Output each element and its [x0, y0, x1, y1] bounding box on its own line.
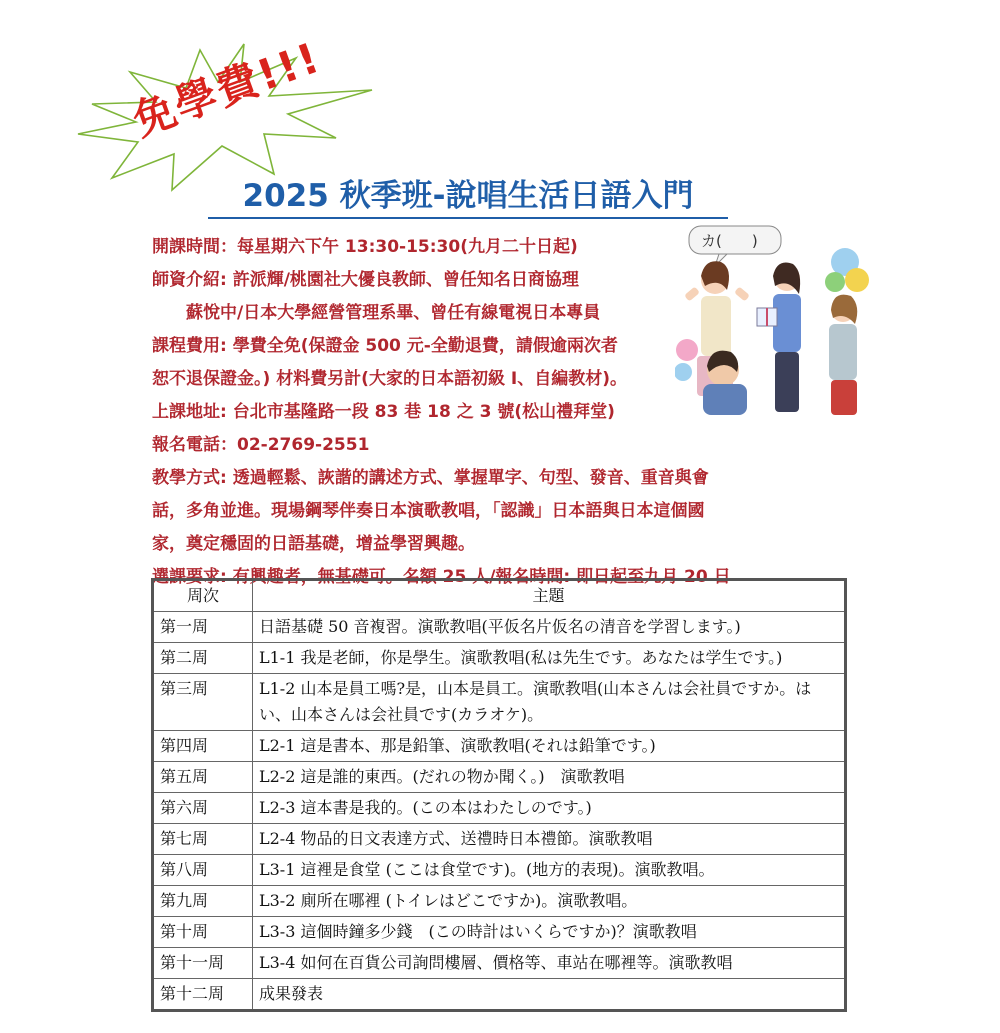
- header-topic: 主題: [253, 580, 846, 612]
- week-cell: 第八周: [153, 855, 253, 886]
- topic-cell: L2-2 這是誰的東西。(だれの物か聞く。) 演歌教唱: [253, 762, 846, 793]
- topic-cell: L3-1 這裡是食堂 (ここは食堂です)。(地方的表現)。演歌教唱。: [253, 855, 846, 886]
- week-cell: 第十二周: [153, 979, 253, 1011]
- header-week: 周次: [153, 580, 253, 612]
- week-cell: 第三周: [153, 674, 253, 731]
- page-title: 2025 秋季班-說唱生活日語入門: [208, 170, 728, 219]
- topic-cell: L1-2 山本是員工嗎?是，山本是員工。演歌教唱(山本さんは会社員ですか。はい、山本さんは会社員です(カラオケ)。: [253, 674, 846, 731]
- week-cell: 第十周: [153, 917, 253, 948]
- info-method: 教學方式: 透過輕鬆、詼諧的講述方式、掌握單字、句型、發音、重音與會: [152, 468, 709, 488]
- schedule-table: [151, 578, 847, 1012]
- table-row: [153, 612, 846, 643]
- table-row: [153, 948, 846, 979]
- info-requirements: 選課要求: 有興趣者，無基礎可。名額 25 人/報名時間: 即日起至九月 20 日: [152, 567, 731, 587]
- classroom-illustration: [675, 220, 870, 415]
- topic-cell: L2-3 這本書是我的。(この本はわたしのです。): [253, 793, 846, 824]
- info-teachers-cont: 蘇悅中/日本大學經營管理系畢、曾任有線電視日本專員: [152, 303, 601, 323]
- topic-cell: L3-2 廁所在哪裡 (トイレはどこですか)。演歌教唱。: [253, 886, 846, 917]
- week-cell: 第五周: [153, 762, 253, 793]
- people-illustration: [675, 220, 870, 415]
- week-cell: 第二周: [153, 643, 253, 674]
- info-method-cont: 話，多角並進。現場鋼琴伴奏日本演歌教唱，「認識」日本語與日本這個國: [152, 501, 705, 521]
- topic-cell: L2-4 物品的日文表達方式、送禮時日本禮節。演歌教唱: [253, 824, 846, 855]
- info-method-cont2: 家，奠定穩固的日語基礎，增益學習興趣。: [152, 534, 475, 554]
- week-cell: 第四周: [153, 731, 253, 762]
- table-row: [153, 674, 846, 731]
- table-row: [153, 762, 846, 793]
- topic-cell: L3-3 這個時鐘多少錢 (この時計はいくらですか)？演歌教唱: [253, 917, 846, 948]
- badge-text: 免學費!!!: [126, 32, 327, 146]
- week-cell: 第一周: [153, 612, 253, 643]
- info-fees: 課程費用: 學費全免(保證金 500 元-全勤退費，請假逾兩次者: [152, 336, 618, 356]
- table-row: [153, 855, 846, 886]
- table-row: [153, 979, 846, 1011]
- table-row: [153, 731, 846, 762]
- week-cell: 第七周: [153, 824, 253, 855]
- info-address: 上課地址: 台北市基隆路一段 83 巷 18 之 3 號(松山禮拜堂): [152, 402, 615, 422]
- info-class-time: 開課時間：每星期六下午 13:30-15:30(九月二十日起): [152, 237, 578, 257]
- week-cell: 第十一周: [153, 948, 253, 979]
- table-row: [153, 643, 846, 674]
- info-teachers: 師資介紹: 許派輝/桃園社大優良教師、曾任知名日商協理: [152, 270, 579, 290]
- info-fees-cont: 恕不退保證金。) 材料費另計(大家的日本語初級 I、自編教材)。: [152, 369, 627, 389]
- topic-cell: L2-1 這是書本、那是鉛筆、演歌教唱(それは鉛筆です。): [253, 731, 846, 762]
- table-header-row: [153, 580, 846, 612]
- topic-cell: 成果發表: [253, 979, 846, 1011]
- table-row: [153, 793, 846, 824]
- topic-cell: L1-1 我是老師，你是學生。演歌教唱(私は先生です。あなたは学生です。): [253, 643, 846, 674]
- topic-cell: L3-4 如何在百貨公司詢問樓層、價格等、車站在哪裡等。演歌教唱: [253, 948, 846, 979]
- speech-bubble-text: カ( ): [701, 232, 758, 250]
- table-row: [153, 886, 846, 917]
- table-row: [153, 824, 846, 855]
- info-phone: 報名電話：02-2769-2551: [152, 435, 370, 455]
- topic-cell: 日語基礎 50 音複習。演歌教唱(平仮名片仮名の清音を学習します。): [253, 612, 846, 643]
- week-cell: 第六周: [153, 793, 253, 824]
- week-cell: 第九周: [153, 886, 253, 917]
- table-row: [153, 917, 846, 948]
